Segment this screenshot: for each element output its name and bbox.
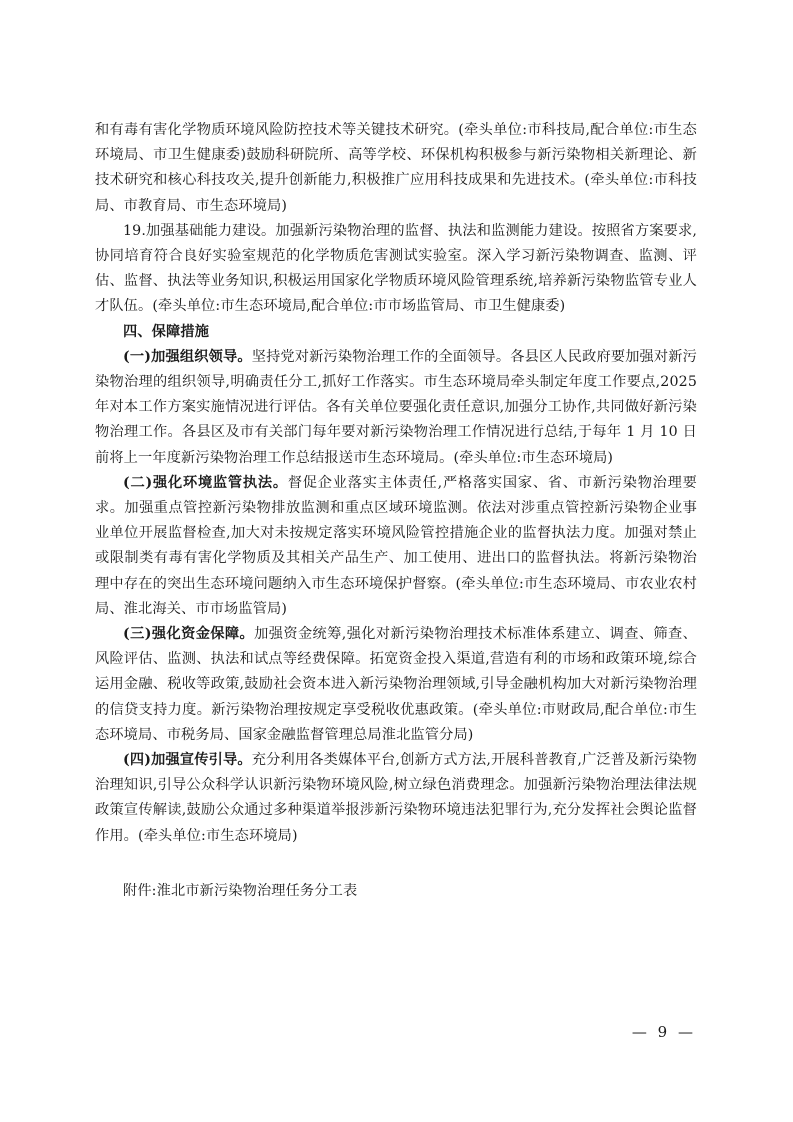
measure-title: (四)加强宣传引导。 <box>123 752 252 769</box>
measure-title: (三)强化资金保障。 <box>123 626 255 643</box>
paragraph-tech-research: 和有毒有害化学物质环境风险防控技术等关键技术研究。(牵头单位:市科技局,配合单位:市生态环境局、市卫生健康委)鼓励科研院所、高等学校、环保机构积极参与新污染物相关新理论、新技术研究和核心科技攻关,提升创新能力,积极推广应用科技成果和先进技术。(牵头单位:市科技局、市教育局、市生态环境局) <box>95 122 697 214</box>
measure-body: 充分利用各类媒体平台,创新方式方法,开展科普教育,广泛普及新污染物治理知识,引导公众科学认识新污染物环境风险,树立绿色消费理念。加强新污染物治理法律法规政策宣传解读,鼓励公众通过多种渠道举报涉新污染物环境违法犯罪行为,充分发挥社会舆论监督作用。(牵头单位:市生态环境局) <box>95 752 697 844</box>
document-body <box>95 118 697 904</box>
attachment-line: 附件:淮北市新污染物治理任务分工表 <box>123 882 358 899</box>
measure-title: (一)加强组织领导。 <box>123 348 252 365</box>
measure-paragraph-4 <box>95 748 697 849</box>
measure-paragraph-1 <box>95 345 697 471</box>
measure-body: 坚持党对新污染物治理工作的全面领导。各县区人民政府要加强对新污染物治理的组织领导,明确责任分工,抓好工作落实。市生态环境局牵头制定年度工作要点,2025 年对本工作方案实施情况进行评估。各有关单位要强化责任意识,加强分工协作,共同做好新污染物治理工作。各县区及市有关部门每年要对新污染物治理工作情况进行总结,于每年 1 月 10 日前将上一年度新污染物治理工作总结报送市生态环境局。(牵头单位:市生态环境局) <box>95 348 697 466</box>
section-heading: 四、保障措施 <box>123 323 210 340</box>
paragraph-item-19: 19.加强基础能力建设。加强新污染物治理的监督、执法和监测能力建设。按照省方案要求,协同培育符合良好实验室规范的化学物质危害测试实验室。深入学习新污染物调查、监测、评估、监督、执法等业务知识,积极运用国家化学物质环境风险管理系统,培养新污染物监管专业人才队伍。(牵头单位:市生态环境局,配合单位:市市场监管局、市卫生健康委) <box>95 222 697 315</box>
measure-body: 督促企业落实主体责任,严格落实国家、省、市新污染物治理要求。加强重点管控新污染物排放监测和重点区域环境监测。依法对涉重点管控新污染物企业事业单位开展监督检查,加大对未按规定落实环境风险管控措施企业的监督执法力度。加强对禁止或限制类有毒有害化学物质及其相关产品生产、加工使用、进出口的监督执法。将新污染物治理中存在的突出生态环境问题纳入市生态环境保护督察。(牵头单位:市生态环境局、市农业农村局、淮北海关、市市场监管局) <box>95 474 697 617</box>
measure-body: 加强资金统筹,强化对新污染物治理技术标准体系建立、调查、筛查、风险评估、监测、执法和试点等经费保障。拓宽资金投入渠道,营造有利的市场和政策环境,综合运用金融、税收等政策,鼓励社会资本进入新污染物治理领域,引导金融机构加大对新污染物治理的信贷支持力度。新污染物治理按规定享受税收优惠政策。(牵头单位:市财政局,配合单位:市生态环境局、市税务局、国家金融监督管理总局淮北监管分局) <box>95 626 697 743</box>
measure-paragraph-2 <box>95 471 697 622</box>
measure-title: (二)强化环境监管执法。 <box>123 474 288 491</box>
page-number: — 9 — <box>631 1023 696 1041</box>
measure-paragraph-3 <box>95 622 697 748</box>
